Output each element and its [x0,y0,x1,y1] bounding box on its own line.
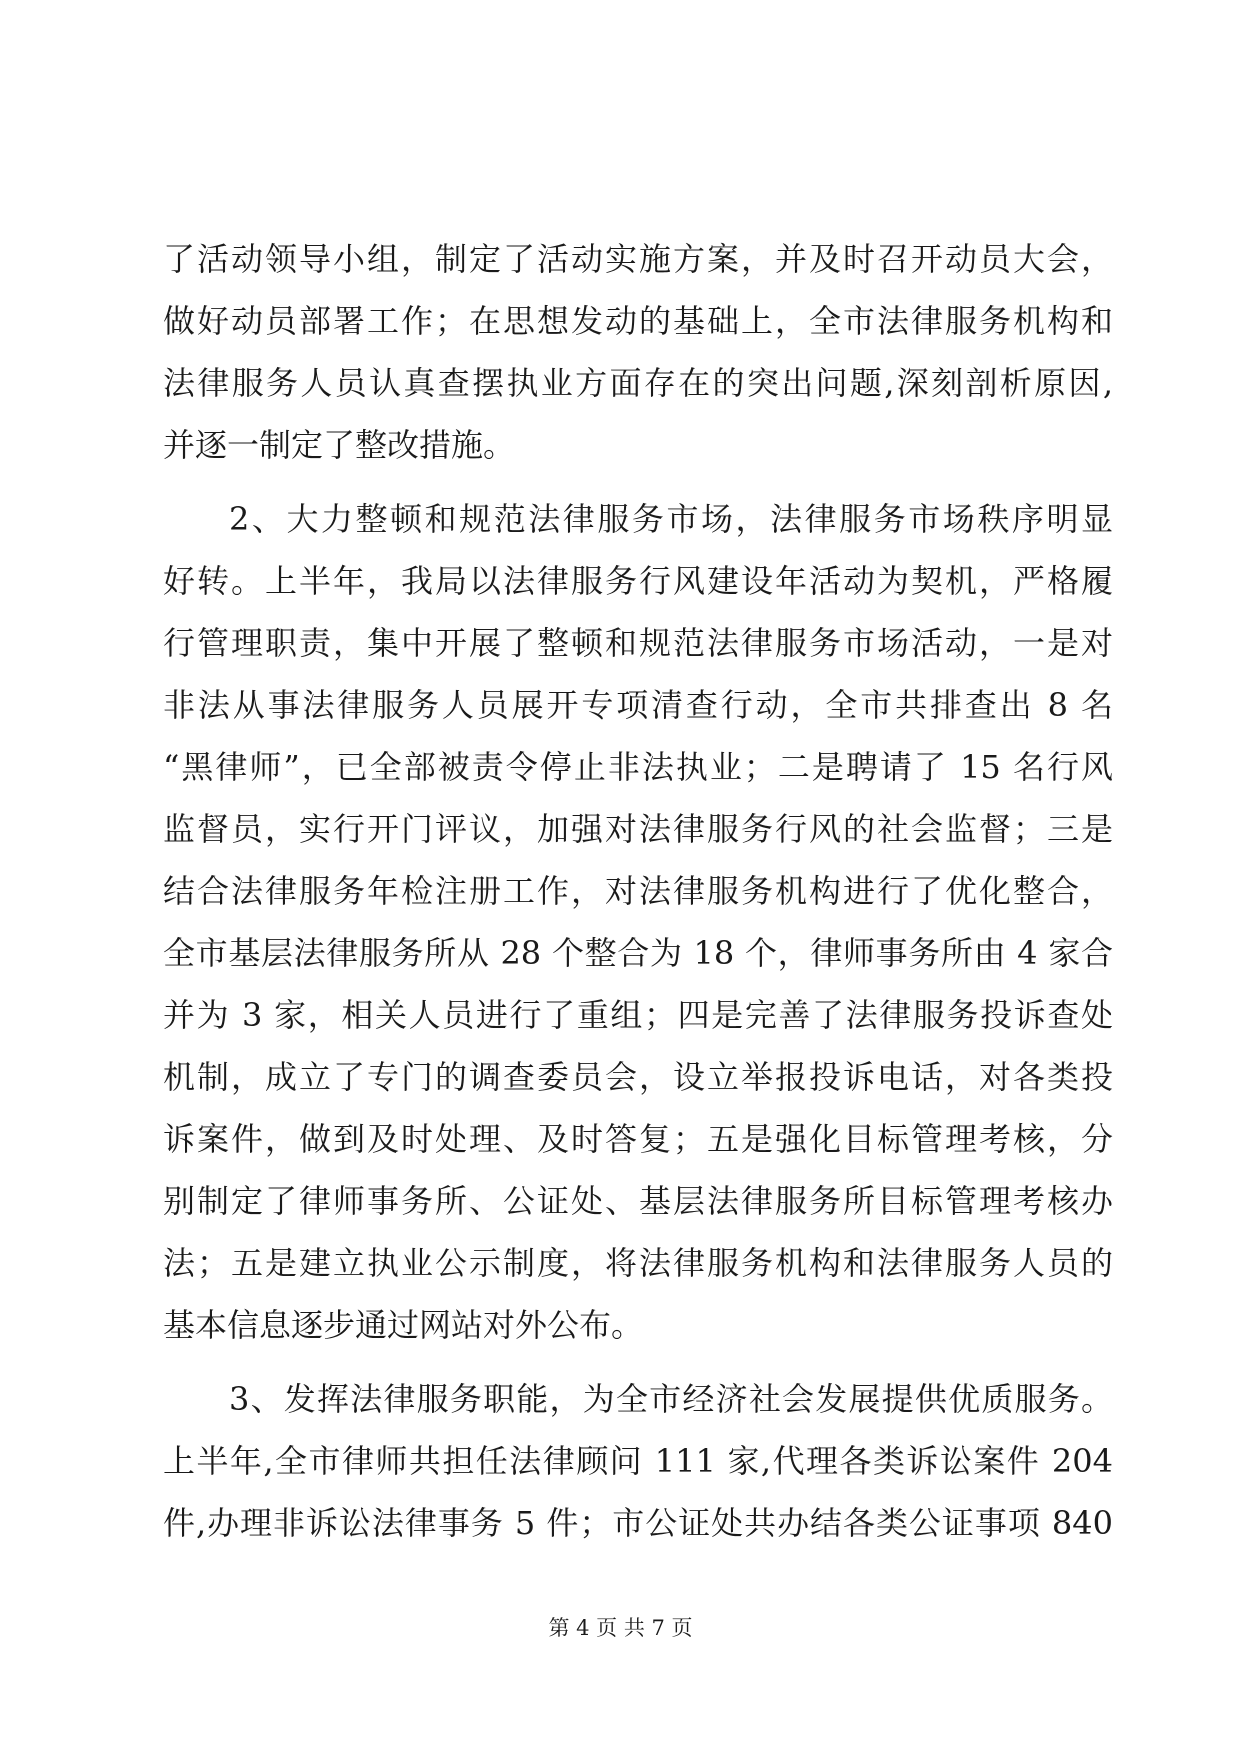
paragraph [163,488,1113,1356]
paragraph [163,1368,1113,1554]
text-line: 基本信息逐步通过网站对外公布。 [163,1306,644,1344]
text-line: 机制，成立了专门的调查委员会，设立举报投诉电话，对各类投 [163,1058,1113,1096]
text-line: 好转。上半年，我局以法律服务行风建设年活动为契机，严格履 [163,562,1113,600]
text-line: 结合法律服务年检注册工作，对法律服务机构进行了优化整合， [163,872,1113,910]
text-line: “黑律师”，已全部被责令停止非法执业；二是聘请了 15 名行风 [163,748,1113,786]
paragraph [163,228,1113,476]
page-number-footer: 第 4 页 共 7 页 [548,1616,693,1640]
text-line: 并逐一制定了整改措施。 [163,426,516,464]
body-text [163,228,1113,1554]
text-line: 上半年,全市律师共担任法律顾问 111 家,代理各类诉讼案件 204 [163,1442,1113,1480]
text-line: 诉案件，做到及时处理、及时答复；五是强化目标管理考核，分 [163,1120,1113,1158]
paragraph-gap [163,1356,1113,1368]
text-line: 行管理职责，集中开展了整顿和规范法律服务市场活动，一是对 [163,624,1113,662]
text-line: 做好动员部署工作；在思想发动的基础上，全市法律服务机构和 [163,302,1113,340]
text-line: 并为 3 家，相关人员进行了重组；四是完善了法律服务投诉查处 [163,996,1113,1034]
text-line: 监督员，实行开门评议，加强对法律服务行风的社会监督；三是 [163,810,1113,848]
text-line: 了活动领导小组，制定了活动实施方案，并及时召开动员大会， [163,240,1113,278]
text-line: 件,办理非诉讼法律事务 5 件；市公证处共办结各类公证事项 840 [163,1504,1113,1542]
paragraph-gap [163,476,1113,488]
text-line: 法；五是建立执业公示制度，将法律服务机构和法律服务人员的 [163,1244,1113,1282]
text-line: 3、发挥法律服务职能，为全市经济社会发展提供优质服务。 [229,1380,1113,1418]
text-line: 非法从事法律服务人员展开专项清查行动，全市共排查出 8 名 [163,686,1113,724]
text-line: 法律服务人员认真查摆执业方面存在的突出问题,深刻剖析原因, [163,364,1113,402]
text-line: 别制定了律师事务所、公证处、基层法律服务所目标管理考核办 [163,1182,1113,1220]
text-line: 2、大力整顿和规范法律服务市场，法律服务市场秩序明显 [229,500,1113,538]
text-line: 全市基层法律服务所从 28 个整合为 18 个，律师事务所由 4 家合 [163,934,1113,972]
